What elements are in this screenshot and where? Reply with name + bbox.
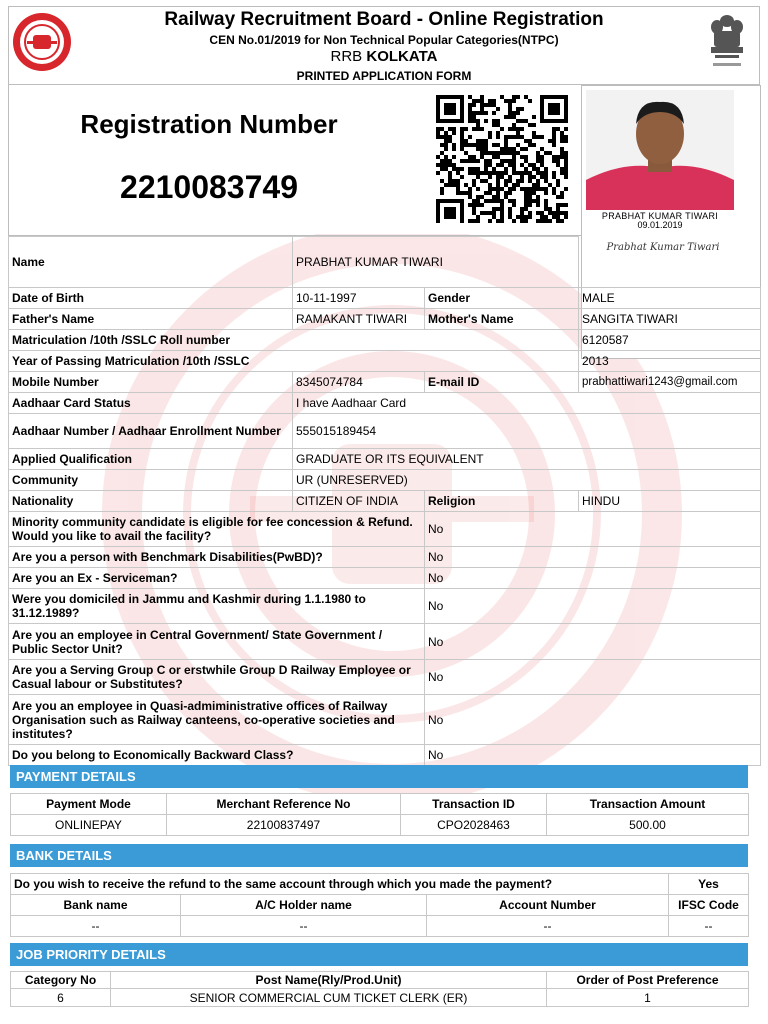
question-label: Minority community candidate is eligible for fee concession & Refund. Would you like to avail the facility? <box>9 512 425 547</box>
table-row <box>9 351 761 372</box>
transaction-amount: 500.00 <box>547 815 749 836</box>
question-row <box>9 745 761 766</box>
gender-value: MALE <box>579 288 761 309</box>
table-row <box>9 288 761 309</box>
post-preference: 1 <box>547 989 749 1007</box>
bank-name: -- <box>11 916 181 937</box>
table-row <box>9 330 761 351</box>
question-answer: No <box>425 568 761 589</box>
email-value: prabhattiwari1243@gmail.com <box>579 372 761 393</box>
form-subtitle: PRINTED APPLICATION FORM <box>296 69 472 83</box>
question-row <box>9 568 761 589</box>
question-label: Are you a Serving Group C or erstwhile Group D Railway Employee or Casual labour or Substitutes? <box>9 660 425 695</box>
question-row <box>9 624 761 660</box>
photo-caption-date: 09.01.2019 <box>637 220 683 230</box>
aadhaar-number-label: Aadhaar Number / Aadhaar Enrollment Number <box>9 414 293 449</box>
application-form <box>8 6 760 1024</box>
payment-table <box>10 793 749 836</box>
candidate-photo <box>586 90 734 210</box>
question-answer: No <box>425 547 761 568</box>
question-label: Are you an employee in Quasi-admiministrative offices of Railway Organisation such as Railway canteens, co-operative societies and institutes? <box>9 695 425 745</box>
question-row <box>9 660 761 695</box>
email-label: E-mail ID <box>425 372 579 393</box>
table-row <box>11 916 749 937</box>
question-answer: No <box>425 745 761 766</box>
nationality-value: CITIZEN OF INDIA <box>293 491 425 512</box>
question-row <box>9 589 761 624</box>
question-row <box>9 547 761 568</box>
mother-label: Mother's Name <box>425 309 579 330</box>
matric-roll-value: 6120587 <box>579 330 761 351</box>
column-header: Account Number <box>427 895 669 916</box>
table-row <box>9 393 761 414</box>
column-header: Post Name(Rly/Prod.Unit) <box>111 972 547 989</box>
category-number: 6 <box>11 989 111 1007</box>
job-priority-section-header: JOB PRIORITY DETAILS <box>10 943 748 966</box>
dob-value: 10-11-1997 <box>293 288 425 309</box>
question-answer: No <box>425 624 761 660</box>
column-header: Payment Mode <box>11 794 167 815</box>
rrb-region <box>9 48 759 65</box>
column-header: Order of Post Preference <box>547 972 749 989</box>
form-header <box>8 6 760 84</box>
question-row <box>9 695 761 745</box>
matric-year-value: 2013 <box>579 351 761 372</box>
column-header: Bank name <box>11 895 181 916</box>
name-label: Name <box>9 237 293 288</box>
table-header-row <box>11 972 749 989</box>
father-value: RAMAKANT TIWARI <box>293 309 425 330</box>
gender-label: Gender <box>425 288 579 309</box>
father-label: Father's Name <box>9 309 293 330</box>
payment-mode: ONLINEPAY <box>11 815 167 836</box>
mobile-value: 8345074784 <box>293 372 425 393</box>
rrb-prefix: RRB <box>330 48 363 65</box>
board-title: Railway Recruitment Board - Online Registration <box>164 9 604 30</box>
photo-caption-name: PRABHAT KUMAR TIWARI <box>601 211 719 221</box>
column-header: Category No <box>11 972 111 989</box>
qualification-label: Applied Qualification <box>9 449 293 470</box>
transaction-id: CPO2028463 <box>401 815 547 836</box>
question-label: Were you domiciled in Jammu and Kashmir during 1.1.1980 to 31.12.1989? <box>9 589 425 624</box>
question-answer: No <box>425 660 761 695</box>
table-row <box>9 470 761 491</box>
merchant-reference: 22100837497 <box>167 815 401 836</box>
mother-value: SANGITA TIWARI <box>579 309 761 330</box>
candidate-details-table <box>8 236 761 766</box>
payment-section-header: PAYMENT DETAILS <box>10 765 748 788</box>
table-row <box>9 237 761 288</box>
ifsc-code: -- <box>669 916 749 937</box>
question-row <box>9 512 761 547</box>
table-row <box>9 491 761 512</box>
table-row <box>11 989 749 1007</box>
column-header: Merchant Reference No <box>167 794 401 815</box>
column-header: Transaction ID <box>401 794 547 815</box>
table-row <box>9 449 761 470</box>
question-answer: No <box>425 589 761 624</box>
qr-code-icon <box>435 95 569 223</box>
name-value: PRABHAT KUMAR TIWARI <box>293 237 579 288</box>
matric-roll-label: Matriculation /10th /SSLC Roll number <box>9 330 579 351</box>
bank-section-header: BANK DETAILS <box>10 844 748 867</box>
question-label: Are you a person with Benchmark Disabilities(PwBD)? <box>9 547 425 568</box>
qualification-value: GRADUATE OR ITS EQUIVALENT <box>293 449 761 470</box>
mobile-label: Mobile Number <box>9 372 293 393</box>
column-header: IFSC Code <box>669 895 749 916</box>
aadhaar-status-label: Aadhaar Card Status <box>9 393 293 414</box>
religion-label: Religion <box>425 491 579 512</box>
table-header-row <box>11 895 749 916</box>
table-header-row <box>11 794 749 815</box>
table-row <box>11 815 749 836</box>
dob-label: Date of Birth <box>9 288 293 309</box>
post-name: SENIOR COMMERCIAL CUM TICKET CLERK (ER) <box>111 989 547 1007</box>
refund-question: Do you wish to receive the refund to the same account through which you made the payment? <box>11 874 669 895</box>
question-label: Do you belong to Economically Backward Class? <box>9 745 425 766</box>
candidate-signature: Prabhat Kumar Tiwari <box>606 242 720 253</box>
table-row <box>9 372 761 393</box>
refund-answer: Yes <box>669 874 749 895</box>
job-priority-table <box>10 971 749 1007</box>
account-holder: -- <box>181 916 427 937</box>
question-answer: No <box>425 512 761 547</box>
registration-number: 2210083749 <box>120 169 298 205</box>
matric-year-label: Year of Passing Matriculation /10th /SSLC <box>9 351 579 372</box>
question-label: Are you an Ex - Serviceman? <box>9 568 425 589</box>
table-row <box>9 414 761 449</box>
question-label: Are you an employee in Central Government/ State Government / Public Sector Unit? <box>9 624 425 660</box>
rrb-city: KOLKATA <box>366 48 438 65</box>
community-value: UR (UNRESERVED) <box>293 470 761 491</box>
nationality-label: Nationality <box>9 491 293 512</box>
registration-label: Registration Number <box>80 109 338 139</box>
table-row <box>9 309 761 330</box>
aadhaar-number-value: 555015189454 <box>293 414 761 449</box>
bank-table <box>10 873 749 937</box>
community-label: Community <box>9 470 293 491</box>
table-row <box>11 874 749 895</box>
account-number: -- <box>427 916 669 937</box>
aadhaar-status-value: I have Aadhaar Card <box>293 393 761 414</box>
column-header: Transaction Amount <box>547 794 749 815</box>
religion-value: HINDU <box>579 491 761 512</box>
question-answer: No <box>425 695 761 745</box>
registration-block <box>8 84 760 253</box>
column-header: A/C Holder name <box>181 895 427 916</box>
cen-notice: CEN No.01/2019 for Non Technical Popular Categories(NTPC) <box>209 33 559 47</box>
